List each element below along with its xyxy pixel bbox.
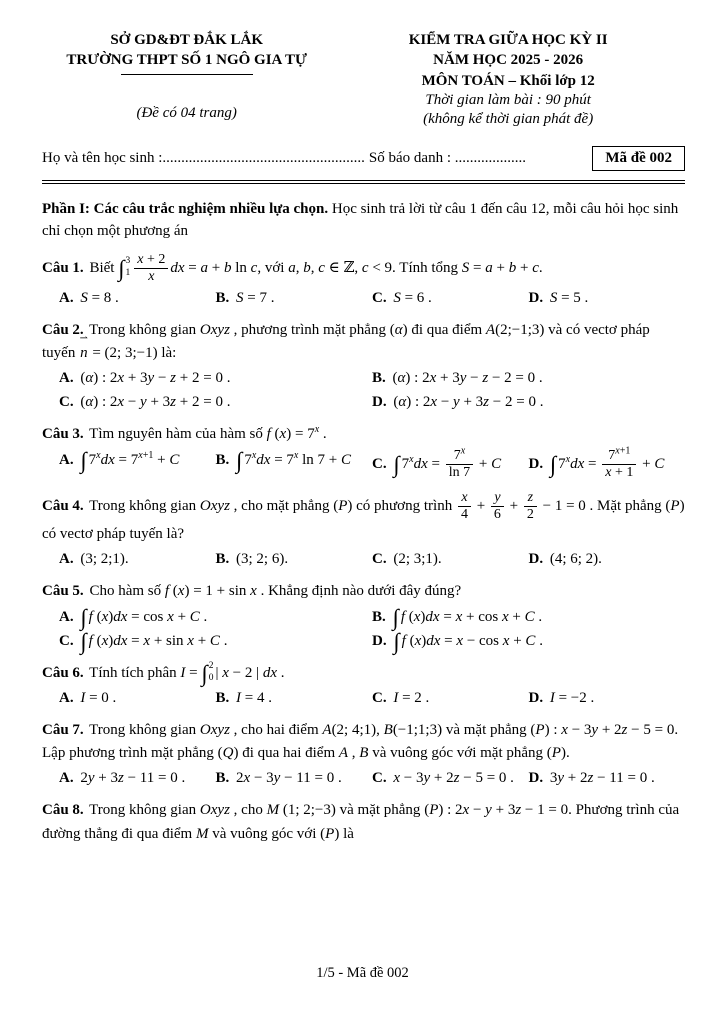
question bbox=[42, 423, 685, 480]
school-name: TRƯỜNG THPT SỐ 1 NGÔ GIA TỰ bbox=[66, 52, 307, 69]
answer-option bbox=[372, 766, 529, 790]
option-text: S = 5 . bbox=[549, 289, 589, 306]
option-text: (α) : 2x + 3y − z + 2 = 0 . bbox=[80, 370, 231, 387]
option-label: D. bbox=[528, 770, 544, 787]
question bbox=[42, 719, 685, 791]
option-text: S = 8 . bbox=[80, 289, 119, 306]
option-text: ∫ f (x)dx = x − cos x + C . bbox=[393, 628, 543, 654]
question-label: Câu 2. bbox=[42, 321, 84, 338]
option-text: (2; 3;1). bbox=[393, 551, 442, 568]
answer-option bbox=[59, 286, 216, 310]
question bbox=[42, 319, 685, 415]
answer-option bbox=[59, 686, 216, 710]
option-label: A. bbox=[59, 608, 74, 625]
question-body bbox=[42, 719, 685, 766]
vector-symbol: ⇀ n bbox=[79, 333, 89, 362]
pages-note: (Đề có 04 trang) bbox=[136, 104, 237, 121]
integral-sign: ∫ 2 0 bbox=[201, 660, 214, 686]
option-text: I = 2 . bbox=[393, 689, 430, 706]
student-name-label: Họ và tên học sinh :...................................................... bbox=[42, 149, 365, 166]
header-left bbox=[42, 30, 331, 130]
option-text: I = 0 . bbox=[80, 689, 117, 706]
option-label: C. bbox=[59, 394, 74, 411]
option-text: ∫ f (x)dx = x + sin x + C . bbox=[80, 628, 228, 654]
answer-option bbox=[59, 547, 216, 571]
fraction: $\frac{7^x}{\ln 7}$ bbox=[446, 448, 473, 481]
option-label: C. bbox=[372, 689, 387, 706]
option-label: B. bbox=[372, 608, 386, 625]
exam-title: KIỂM TRA GIỮA HỌC KỲ II bbox=[408, 32, 608, 48]
option-label: D. bbox=[528, 551, 544, 568]
option-label: A. bbox=[59, 689, 74, 706]
question-body bbox=[42, 319, 685, 366]
option-text: I = 4 . bbox=[236, 689, 272, 706]
question-label: Câu 8. bbox=[42, 802, 84, 819]
answer-option bbox=[529, 766, 686, 790]
option-text: (4; 6; 2). bbox=[549, 551, 602, 568]
duration: Thời gian làm bài : 90 phút bbox=[425, 91, 591, 108]
question-body bbox=[42, 662, 685, 685]
question-body bbox=[42, 490, 685, 546]
answer-option bbox=[59, 448, 216, 481]
option-text: (α) : 2x − y + 3z − 2 = 0 . bbox=[393, 394, 544, 411]
option-label: B. bbox=[215, 289, 230, 306]
option-label: A. bbox=[59, 370, 74, 387]
answer-option bbox=[59, 366, 372, 390]
option-text: ∫ $7^xdx = 7^{x+1} + C$ bbox=[80, 447, 180, 473]
option-label: C. bbox=[372, 289, 387, 306]
integral-sign: ∫ bbox=[80, 604, 87, 630]
fraction: $\frac{y}{6}$ bbox=[491, 490, 504, 523]
option-text: ∫ $7^xdx$ = $\frac{7^{x+1}}{x + 1}$ + C bbox=[549, 445, 665, 480]
option-text: ∫ f (x)dx = x + cos x + C . bbox=[392, 604, 543, 630]
question-text: Cho hàm số f (x) = 1 + sin x . Khẳng định nào dưới đây đúng? bbox=[85, 583, 462, 600]
question-text: Trong không gian Oxyz , cho hai điểm A(2; 4;1), B(−1;1;3) và mặt phẳng (P) : x − 3y + 2z − 5 = 0. Lập phương trình mặt phẳng (Q) đi qua hai điểm A , B và vuông góc với mặt phẳng (P). bbox=[42, 721, 679, 762]
option-text: (α) : 2x − y + 3z + 2 = 0 . bbox=[80, 394, 231, 411]
answer-option bbox=[529, 547, 686, 571]
integral-sign: ∫ bbox=[236, 447, 243, 473]
answer-option bbox=[372, 286, 529, 310]
option-label: A. bbox=[59, 289, 74, 306]
question-text: Tính tích phân I = ∫ 2 0 | x − 2 | dx . bbox=[85, 660, 285, 686]
option-text: ∫ $7^xdx = 7^x$ ln 7 + C bbox=[236, 447, 352, 473]
answer-option bbox=[372, 605, 685, 629]
option-label: A. bbox=[59, 770, 74, 787]
option-label: D. bbox=[528, 455, 544, 472]
answer-option bbox=[372, 366, 685, 390]
option-label: B. bbox=[215, 770, 230, 787]
question-options bbox=[42, 605, 685, 653]
integral-sign: ∫ bbox=[549, 451, 557, 477]
option-label: C. bbox=[59, 632, 74, 649]
student-info-row bbox=[42, 146, 685, 171]
fraction: $\frac{7^{x+1}}{x + 1}$ bbox=[602, 448, 636, 481]
answer-option bbox=[372, 686, 529, 710]
question-body bbox=[42, 252, 685, 285]
department-name: SỞ GD&ĐT ĐẮK LẮK bbox=[110, 32, 263, 48]
option-label: C. bbox=[372, 770, 387, 787]
question-options bbox=[42, 286, 685, 310]
question-text: Trong không gian Oxyz , cho M (1; 2;−3) và mặt phẳng (P) : 2x − y + 3z − 1 = 0. Phương trình của đường thẳng đi qua điểm M và vuông góc với (P) là bbox=[42, 802, 680, 842]
questions bbox=[42, 252, 685, 846]
option-label: A. bbox=[59, 451, 74, 468]
option-label: A. bbox=[59, 551, 74, 568]
answer-option bbox=[59, 605, 372, 629]
answer-option bbox=[529, 686, 686, 710]
answer-option bbox=[528, 445, 686, 481]
page-footer: 1/5 - Mã đề 002 bbox=[316, 965, 409, 981]
option-text: (3; 2; 6). bbox=[236, 551, 289, 568]
question-label: Câu 3. bbox=[42, 426, 84, 443]
answer-option bbox=[372, 390, 685, 414]
answer-option bbox=[529, 286, 686, 310]
option-label: D. bbox=[528, 289, 544, 306]
question-label: Câu 6. bbox=[42, 664, 84, 681]
integral-sign: ∫ bbox=[393, 451, 400, 477]
question-body bbox=[42, 423, 685, 446]
question bbox=[42, 662, 685, 710]
answer-option bbox=[59, 390, 372, 414]
option-text: 3y + 2z − 11 = 0 . bbox=[549, 770, 655, 787]
integral-sign: ∫ bbox=[80, 628, 87, 654]
question-options bbox=[42, 766, 685, 790]
integral-sign: ∫ 3 1 bbox=[118, 255, 131, 281]
answer-option bbox=[372, 629, 685, 653]
school-underline bbox=[121, 74, 253, 75]
duration-note: (không kể thời gian phát đề) bbox=[423, 111, 594, 128]
subject-grade: MÔN TOÁN – Khối lớp 12 bbox=[421, 72, 595, 89]
option-text: x − 3y + 2z − 5 = 0 . bbox=[393, 770, 514, 787]
question-text: Tìm nguyên hàm của hàm số f (x) = 7$^x$ . bbox=[85, 424, 327, 443]
option-label: C. bbox=[372, 551, 387, 568]
school-year: NĂM HỌC 2025 - 2026 bbox=[433, 52, 584, 69]
option-text: (3; 2;1). bbox=[80, 551, 129, 568]
question-text: Trong không gian Oxyz , phương trình mặt phẳng (α) đi qua điểm A(2;−1;3) và có vectơ pháp tuyến ⇀ n = (2; 3;−1) là: bbox=[42, 322, 650, 361]
option-label: B. bbox=[372, 370, 386, 387]
answer-option bbox=[372, 547, 529, 571]
option-text: I = −2 . bbox=[549, 689, 595, 706]
question-text: Trong không gian Oxyz , cho mặt phẳng (P) có phương trình $\frac{x}{4}$ + $\frac{y}{6}$ + $\frac{z}{2}$ − 1 = 0 . Mặt phẳng (P) có vectơ pháp tuyến là? bbox=[42, 489, 685, 543]
answer-option bbox=[216, 286, 373, 310]
question-label: Câu 1. bbox=[42, 259, 84, 276]
question-label: Câu 5. bbox=[42, 583, 84, 600]
fraction: $\frac{x + 2}{x}$ bbox=[134, 252, 168, 285]
fraction: $\frac{x}{4}$ bbox=[458, 490, 471, 523]
option-label: B. bbox=[215, 451, 230, 468]
answer-option bbox=[372, 445, 529, 481]
part1-heading bbox=[42, 198, 685, 243]
question-text: Biết ∫ 3 1 $\frac{x + 2}{x}$ dx = a + b ln c, với a, b, c ∈ ℤ, c < 9. Tính tổng S = a + b + c. bbox=[85, 251, 543, 284]
question-options bbox=[42, 547, 685, 571]
option-label: B. bbox=[215, 551, 230, 568]
question-label: Câu 4. bbox=[42, 497, 84, 514]
question-options bbox=[42, 686, 685, 710]
answer-option bbox=[216, 686, 373, 710]
header-right bbox=[331, 30, 685, 130]
part1-title: Phần I: Các câu trắc nghiệm nhiều lựa chọn. bbox=[42, 200, 329, 217]
option-text: S = 7 . bbox=[236, 289, 275, 306]
student-id-label: Số báo danh : ................... bbox=[368, 149, 526, 166]
exam-code-badge: Mã đề 002 bbox=[592, 146, 685, 171]
question-options bbox=[42, 366, 685, 414]
question-body bbox=[42, 799, 685, 846]
integral-sign: ∫ bbox=[393, 628, 400, 654]
part1-desc: Học sinh trả lời từ câu 1 đến câu 12, mỗi câu hỏi học sinh chỉ chọn một phương án bbox=[42, 200, 679, 240]
option-text: S = 6 . bbox=[393, 289, 432, 306]
question-label: Câu 7. bbox=[42, 721, 84, 738]
option-text: 2y + 3z − 11 = 0 . bbox=[80, 770, 186, 787]
integral-sign: ∫ bbox=[80, 447, 87, 473]
option-label: D. bbox=[372, 632, 387, 649]
header-separator bbox=[42, 180, 685, 184]
answer-option bbox=[216, 448, 373, 481]
fraction: $\frac{z}{2}$ bbox=[524, 490, 537, 523]
option-label: B. bbox=[215, 689, 230, 706]
answer-option bbox=[216, 766, 373, 790]
option-text: (α) : 2x + 3y − z − 2 = 0 . bbox=[392, 370, 543, 387]
integral-sign: ∫ bbox=[392, 604, 399, 630]
option-text: 2x − 3y − 11 = 0 . bbox=[236, 770, 342, 787]
question-body bbox=[42, 580, 685, 603]
option-text: ∫ f (x)dx = cos x + C . bbox=[80, 604, 208, 630]
answer-option bbox=[59, 766, 216, 790]
option-label: D. bbox=[528, 689, 544, 706]
option-label: D. bbox=[372, 394, 387, 411]
question bbox=[42, 799, 685, 846]
question bbox=[42, 490, 685, 571]
question bbox=[42, 580, 685, 652]
option-label: C. bbox=[372, 455, 387, 472]
question-options bbox=[42, 445, 685, 481]
option-text: ∫ $7^xdx$ = $\frac{7^x}{\ln 7}$ + C bbox=[393, 445, 502, 480]
exam-header bbox=[42, 30, 685, 130]
answer-option bbox=[216, 547, 373, 571]
answer-option bbox=[59, 629, 372, 653]
question bbox=[42, 252, 685, 310]
